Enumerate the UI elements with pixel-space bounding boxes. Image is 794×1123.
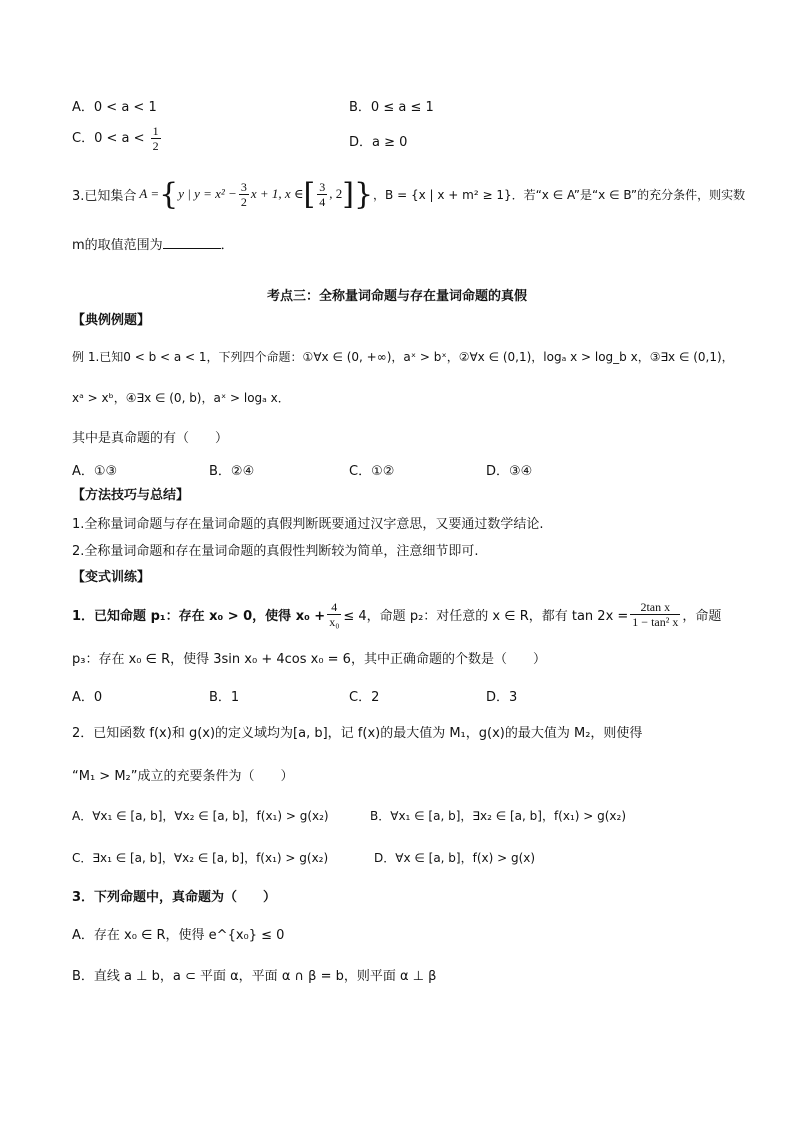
option-d: D．a ≥ 0 (349, 135, 408, 150)
example-option-b: B．②④ (209, 464, 255, 479)
question-3-line2 (72, 234, 234, 253)
option-c-text: C．0 < a < (72, 131, 145, 146)
p3-option-b: B．直线 a ⊥ b，a ⊂ 平面 α，平面 α ∩ β = b，则平面 α ⊥ β (72, 969, 437, 984)
fraction-denominator: 2 (152, 139, 159, 153)
p1-option-c: C．2 (349, 690, 380, 705)
method-heading: 【方法技巧与总结】 (72, 488, 190, 503)
example-1-line1: 例 1.已知0 < b < a < 1，下列四个命题：①∀x ∈ (0, +∞)，aˣ > bˣ，②∀x ∈ (0,1)，logₐ x > log_b x，③∃x ∈ (0,1)， (72, 350, 734, 364)
right-brace-icon: } (353, 176, 374, 212)
example-option-c: C．①② (349, 464, 395, 479)
q3-line2-end: ． (220, 238, 234, 253)
q3-line2-text: m的取值范围为 (72, 238, 163, 253)
set-a-fraction-2 (317, 180, 327, 209)
example-option-a: A．①③ (72, 464, 118, 479)
q3-intro: 3.已知集合 (72, 188, 137, 204)
method-line-1: 1.全称量词命题与存在量词命题的真假判断既要通过汉字意思，又要通过数学结论. (72, 517, 544, 532)
practice-1-line2: p₃：存在 x₀ ∈ R，使得 3sin x₀ + 4cos x₀ = 6，其中正确命题的个数是（ ） (72, 652, 546, 667)
example-option-d: D．③④ (486, 464, 533, 479)
practice-3-line1: 3．下列命题中，真命题为（ ） (72, 890, 277, 905)
p1-text-a: 1．已知命题 p₁：存在 x₀ > 0，使得 x₀ + (72, 608, 326, 624)
p1-fraction-1 (327, 600, 341, 629)
fraction-numerator: 3 (319, 179, 326, 194)
practice-heading: 【变式训练】 (72, 570, 151, 585)
p2-option-d: D．∀x ∈ [a, b]，f(x) > g(x) (374, 851, 536, 865)
p2-option-b: B．∀x₁ ∈ [a, b]，∃x₂ ∈ [a, b]，f(x₁) > g(x₂) (370, 809, 627, 823)
left-bracket-icon: [ (303, 176, 316, 212)
set-a-body-1: y | y = x² − (178, 186, 237, 201)
set-a-end: , 2 (329, 186, 343, 201)
left-brace-icon: { (159, 176, 179, 212)
p1-option-b: B．1 (209, 690, 240, 705)
typical-example-heading: 【典例例题】 (72, 313, 151, 328)
example-1-question: 其中是真命题的有（ ） (72, 431, 229, 446)
fraction-numerator: 2tan x (630, 600, 680, 615)
option-c (72, 124, 163, 153)
fraction-denominator: 4 (319, 194, 326, 209)
fraction-numerator: 1 (152, 124, 159, 138)
p2-option-a: A．∀x₁ ∈ [a, b]，∀x₂ ∈ [a, b]，f(x₁) > g(x₂) (72, 809, 329, 823)
p1-option-a: A．0 (72, 690, 103, 705)
p2-option-c: C．∃x₁ ∈ [a, b]，∀x₂ ∈ [a, b]，f(x₁) > g(x₂) (72, 851, 329, 865)
fraction-numerator: 4 (327, 600, 341, 615)
p1-option-d: D．3 (486, 690, 518, 705)
fraction-denominator: x₀ (329, 614, 340, 629)
answer-blank (163, 236, 221, 249)
fraction-denominator: 1 − tan² x (632, 614, 679, 629)
set-a-label: A = (139, 186, 160, 201)
option-c-fraction (151, 124, 161, 153)
practice-2-line1: 2．已知函数 f(x)和 g(x)的定义域均为[a, b]，记 f(x)的最大值为 M₁，g(x)的最大值为 M₂，则使得 (72, 726, 643, 741)
method-line-2: 2.全称量词命题和存在量词命题的真假性判断较为简单，注意细节即可. (72, 544, 479, 559)
p3-option-a: A．存在 x₀ ∈ R，使得 e^{x₀} ≤ 0 (72, 928, 285, 943)
option-b: B．0 ≤ a ≤ 1 (349, 100, 434, 115)
fraction-numerator: 3 (240, 179, 247, 194)
practice-1-line1 (72, 594, 721, 634)
section-title: 考点三：全称量词命题与存在量词命题的真假 (266, 289, 527, 304)
example-1-line2: xᵃ > xᵇ，④∃x ∈ (0, b)，aˣ > logₐ x． (72, 391, 290, 405)
option-a: A．0 < a < 1 (72, 100, 157, 115)
p1-text-b: ≤ 4，命题 p₂：对任意的 x ∈ R，都有 tan 2x = (343, 608, 629, 624)
fraction-denominator: 2 (240, 194, 247, 209)
set-a-body-2: x + 1, x ∈ (250, 186, 304, 201)
practice-2-line2: “M₁ > M₂”成立的充要条件为（ ） (72, 769, 294, 784)
p1-fraction-2 (630, 600, 680, 629)
right-bracket-icon: ] (342, 176, 354, 212)
question-3-line1 (72, 172, 745, 216)
p1-text-c: ，命题 (682, 608, 722, 624)
set-a-fraction-1 (239, 180, 249, 209)
set-b-and-condition: ，B = {x | x + m² ≥ 1}．若“x ∈ A”是“x ∈ B”的充分条件，则实数 (373, 187, 746, 202)
